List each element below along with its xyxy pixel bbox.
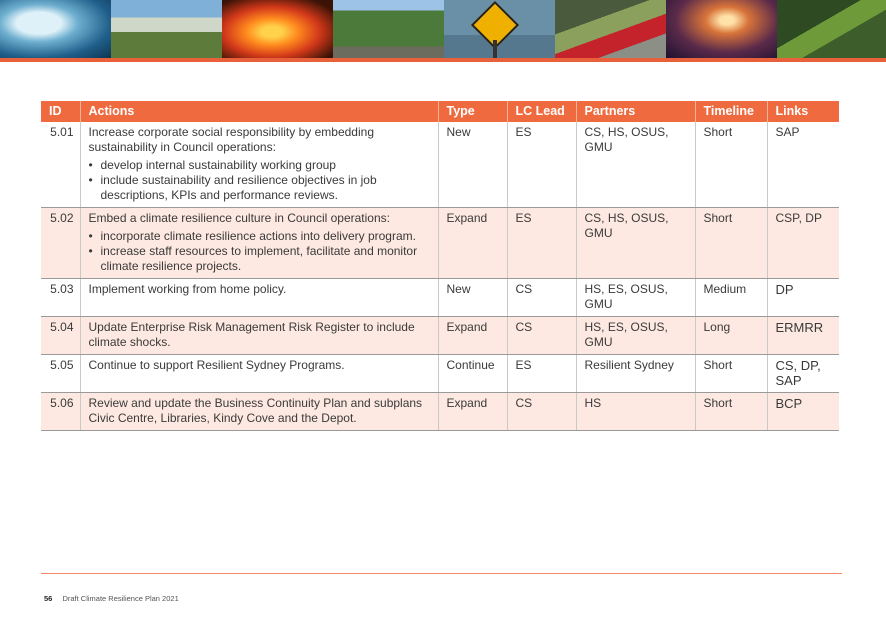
lightning-photo: [666, 0, 777, 58]
links: SAP: [767, 122, 839, 208]
timeline: Short: [695, 355, 767, 393]
action-id: 5.05: [41, 355, 80, 393]
table-row: [41, 317, 839, 355]
action-bullet-list: [89, 229, 430, 274]
action-id: 5.02: [41, 208, 80, 279]
action-id: 5.04: [41, 317, 80, 355]
action-type: Expand: [438, 317, 507, 355]
action-description: [80, 279, 438, 317]
actions-table: [41, 101, 839, 431]
document-title: Draft Climate Resilience Plan 2021: [62, 594, 179, 603]
header-id: ID: [41, 101, 80, 122]
table-row: [41, 355, 839, 393]
action-description: [80, 208, 438, 279]
list-item: • incorporate climate resilience actions into delivery program.: [101, 229, 430, 244]
action-type: Continue: [438, 355, 507, 393]
action-description: [80, 355, 438, 393]
header-type: Type: [438, 101, 507, 122]
action-text: Increase corporate social responsibility by embedding sustainability in Council operations:: [88, 125, 374, 154]
action-description: [80, 317, 438, 355]
table-header-row: [41, 101, 839, 122]
action-type: New: [438, 122, 507, 208]
table-row: [41, 393, 839, 431]
action-text: Continue to support Resilient Sydney Programs.: [88, 358, 345, 372]
green-building-photo: [333, 0, 444, 58]
links: CS, DP, SAP: [767, 355, 839, 393]
action-description: [80, 393, 438, 431]
links: DP: [767, 279, 839, 317]
header-lc-lead: LC Lead: [507, 101, 576, 122]
list-item: • include sustainability and resilience objectives in job descriptions, KPIs and performance reviews.: [101, 173, 430, 203]
action-type: Expand: [438, 393, 507, 431]
action-id: 5.03: [41, 279, 80, 317]
lc-lead: CS: [507, 317, 576, 355]
bushfire-photo: [222, 0, 333, 58]
action-description: [80, 122, 438, 208]
table-row: [41, 279, 839, 317]
storm-damage-car-photo: [555, 0, 666, 58]
house-garden-photo: [111, 0, 222, 58]
links: CSP, DP: [767, 208, 839, 279]
action-text: Review and update the Business Continuity Plan and subplans Civic Centre, Libraries, Kindy Cove and the Depot.: [88, 396, 423, 425]
banner-divider: [0, 58, 886, 62]
list-item: • increase staff resources to implement, facilitate and monitor climate resilience projects.: [101, 244, 430, 274]
partners: HS, ES, OSUS, GMU: [576, 279, 695, 317]
header-links: Links: [767, 101, 839, 122]
header-banner: [0, 0, 886, 58]
page-number: 56: [44, 594, 53, 603]
lc-lead: ES: [507, 208, 576, 279]
timeline: Short: [695, 208, 767, 279]
forest-photo: [777, 0, 886, 58]
timeline: Medium: [695, 279, 767, 317]
lc-lead: ES: [507, 122, 576, 208]
lc-lead: CS: [507, 279, 576, 317]
partners: CS, HS, OSUS, GMU: [576, 208, 695, 279]
header-timeline: Timeline: [695, 101, 767, 122]
header-actions: Actions: [80, 101, 438, 122]
table-row: [41, 122, 839, 208]
header-partners: Partners: [576, 101, 695, 122]
action-type: Expand: [438, 208, 507, 279]
partners: Resilient Sydney: [576, 355, 695, 393]
lc-lead: CS: [507, 393, 576, 431]
action-id: 5.01: [41, 122, 80, 208]
list-item: • develop internal sustainability working group: [101, 158, 430, 173]
links: ERMRR: [767, 317, 839, 355]
timeline: Short: [695, 393, 767, 431]
links: BCP: [767, 393, 839, 431]
action-text: Implement working from home policy.: [88, 282, 287, 296]
flooded-sign-photo: [444, 0, 555, 58]
partners: HS, ES, OSUS, GMU: [576, 317, 695, 355]
table-row: [41, 208, 839, 279]
wave-photo: [0, 0, 111, 58]
timeline: Long: [695, 317, 767, 355]
page-footer: [44, 594, 179, 603]
footer-divider: [41, 573, 842, 574]
action-bullet-list: [89, 158, 430, 203]
action-id: 5.06: [41, 393, 80, 431]
partners: CS, HS, OSUS, GMU: [576, 122, 695, 208]
timeline: Short: [695, 122, 767, 208]
action-type: New: [438, 279, 507, 317]
lc-lead: ES: [507, 355, 576, 393]
action-text: Embed a climate resilience culture in Council operations:: [88, 211, 390, 225]
partners: HS: [576, 393, 695, 431]
action-text: Update Enterprise Risk Management Risk Register to include climate shocks.: [88, 320, 415, 349]
